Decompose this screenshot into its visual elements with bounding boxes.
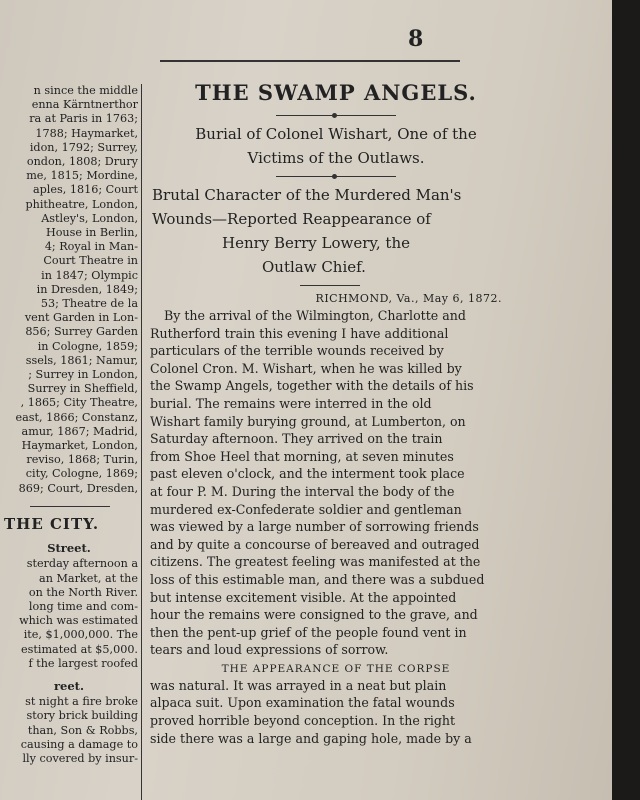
ornament-rule — [276, 176, 396, 177]
text-line: then the pent-up grief of the people found vent in — [150, 624, 467, 640]
street-subhead: Street. — [47, 541, 91, 556]
text-line: By the arrival of the Wilmington, Charlotte and — [164, 308, 466, 323]
text-line: was viewed by a large number of sorrowing friends — [150, 519, 479, 535]
text-line: citizens. The greatest feeling was manifested at the — [150, 554, 481, 570]
text-line: proved horrible beyond conception. In the right — [150, 713, 456, 729]
headline: THE SWAMP ANGELS. — [195, 80, 477, 105]
text-line: aples, 1816; Court — [32, 183, 138, 197]
text-line: enna Kärntnerthor — [31, 98, 138, 112]
article — [150, 76, 522, 747]
text-line: vent Garden in Lon- — [24, 311, 138, 325]
text-line: estimated at $5,000. — [21, 642, 138, 656]
text-line: me, 1815; Mordine, — [26, 169, 138, 183]
text-line: story brick building — [26, 709, 138, 723]
text-line: at four P. M. During the interval the body of the — [150, 483, 455, 499]
text-line: tears and loud expressions of sorrow. — [150, 642, 389, 658]
article-paragraph-2 — [150, 677, 522, 747]
text-line: loss of this estimable man, and there was a subdued — [150, 571, 485, 587]
text-line: side there was a large and gaping hole, made by a — [150, 730, 472, 746]
text-line: hour the remains were consigned to the grave, and — [150, 607, 478, 623]
deck-line: Henry Berry Lowery, the — [222, 234, 410, 252]
article-paragraph-1 — [150, 307, 522, 659]
left-column — [0, 84, 138, 766]
section-divider — [30, 506, 110, 507]
street-paragraph — [0, 557, 138, 671]
text-line: ondon, 1808; Drury — [26, 155, 138, 169]
text-line: was natural. It was arrayed in a neat but plain — [150, 677, 447, 693]
text-line: in Cologne, 1859; — [37, 339, 138, 353]
text-line: f the largest roofed — [28, 656, 138, 670]
text-line: phitheatre, London, — [25, 197, 138, 211]
text-line: Haymarket, London, — [21, 439, 138, 453]
deck-line: Wounds—Reported Reappearance of — [152, 210, 431, 228]
deck-line: Victims of the Outlaws. — [247, 149, 425, 167]
text-line: ite, $1,000,000. The — [23, 628, 138, 642]
top-rule — [160, 60, 460, 62]
city-heading: THE CITY. — [4, 514, 100, 533]
ornament-rule — [276, 115, 396, 116]
text-line: burial. The remains were interred in the old — [150, 395, 432, 411]
text-line: , 1865; City Theatre, — [20, 396, 138, 410]
text-line: idon, 1792; Surrey, — [29, 140, 138, 154]
text-line: ; Surrey in London, — [28, 368, 138, 382]
text-line: and by quite a concourse of bereaved and outraged — [150, 536, 480, 552]
text-line: but intense excitement visible. At the appointed — [150, 589, 457, 605]
short-rule — [300, 285, 360, 286]
text-line: Astley's, London, — [41, 211, 138, 225]
text-line: Rutherford train this evening I have additional — [150, 325, 449, 341]
text-line: particulars of the terrible wounds received by — [150, 343, 444, 359]
text-line: lly covered by insur- — [22, 751, 138, 765]
text-line: in Dresden, 1849; — [36, 282, 138, 296]
deck-line: Burial of Colonel Wishart, One of the — [195, 125, 477, 143]
deck-one — [150, 122, 522, 170]
text-line: causing a damage to — [20, 737, 138, 751]
text-line: than, Son & Robbs, — [27, 723, 138, 737]
deck-line: Brutal Character of the Murdered Man's — [152, 186, 462, 204]
deck-line: Outlaw Chief. — [262, 258, 366, 276]
text-line: 1788; Haymarket, — [35, 126, 138, 140]
text-line: the Swamp Angels, together with the details of his — [150, 378, 474, 394]
text-line: 53; Theatre de la — [40, 297, 138, 311]
text-line: from Shoe Heel that morning, at seven minutes — [150, 448, 454, 464]
text-line: reviso, 1868; Turin, — [26, 453, 138, 467]
text-line: city, Cologne, 1869; — [25, 467, 138, 481]
corpse-subhead: THE APPEARANCE OF THE CORPSE — [221, 662, 451, 675]
text-line: 869; Court, Dresden, — [18, 481, 138, 495]
fire-paragraph — [0, 695, 138, 766]
text-line: Wishart family burying ground, at Lumberton, on — [150, 413, 466, 429]
text-line: st night a fire broke — [25, 695, 138, 709]
text-line: on the North River. — [28, 585, 138, 599]
dateline: RICHMOND, Va., May 6, 1872. — [315, 292, 502, 305]
text-line: which was estimated — [19, 614, 138, 628]
text-line: Court Theatre in — [43, 254, 138, 268]
page-number: 8 — [408, 26, 424, 52]
text-line: in 1847; Olympic — [41, 268, 138, 282]
text-line: murdered ex-Confederate soldier and gentleman — [150, 501, 462, 517]
text-line: amur, 1867; Madrid, — [21, 424, 138, 438]
text-line: 4; Royal in Man- — [44, 240, 138, 254]
text-line: n since the middle — [33, 84, 138, 97]
text-line: ssels, 1861; Namur, — [25, 353, 138, 367]
theatre-list — [0, 84, 138, 496]
text-line: an Market, at the — [39, 571, 138, 585]
text-line: past eleven o'clock, and the interment took place — [150, 466, 465, 482]
fire-subhead: reet. — [53, 678, 84, 693]
text-line: sterday afternoon a — [26, 557, 138, 571]
text-line: long time and com- — [28, 599, 138, 613]
column-rule — [141, 84, 142, 800]
text-line: east, 1866; Constanz, — [15, 410, 138, 424]
text-line: 856; Surrey Garden — [25, 325, 138, 339]
text-line: ra at Paris in 1763; — [29, 112, 138, 126]
text-line: alpaca suit. Upon examination the fatal wounds — [150, 695, 455, 711]
deck-two — [150, 183, 522, 279]
text-line: Surrey in Sheffield, — [27, 382, 138, 396]
text-line: House in Berlin, — [45, 226, 138, 240]
text-line: Saturday afternoon. They arrived on the train — [150, 431, 443, 447]
text-line: Colonel Cron. M. Wishart, when he was killed by — [150, 360, 462, 376]
